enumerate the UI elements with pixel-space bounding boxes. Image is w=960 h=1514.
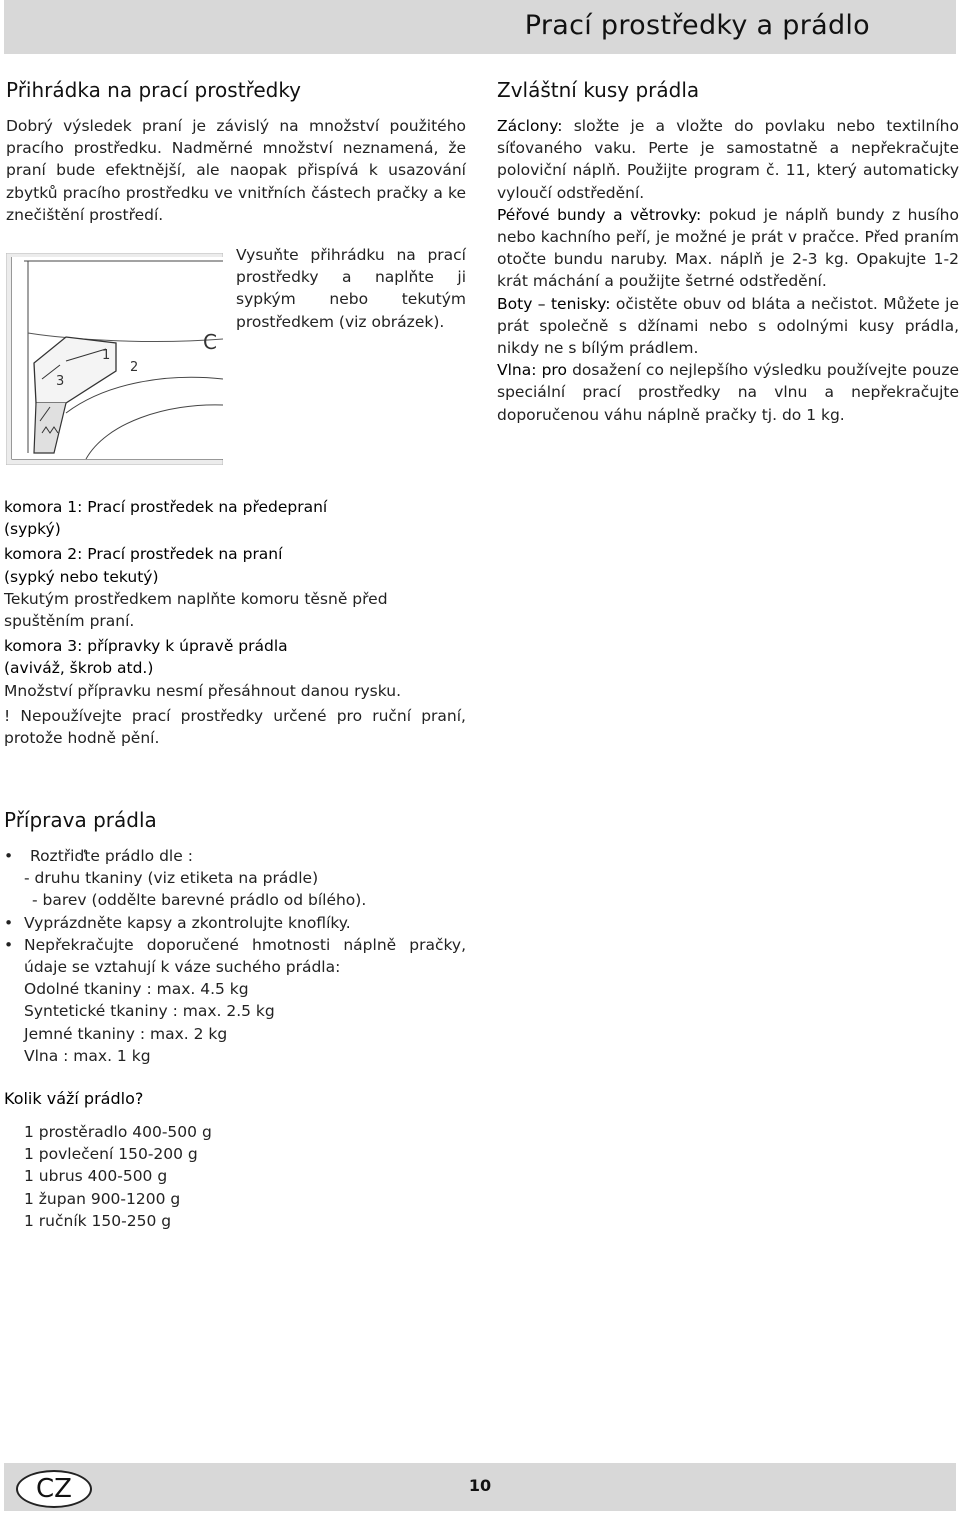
special-item-text: pokud je náplň bundy z husího nebo kachního peří, je možné je prát v pračce. Před praním otočte bundu naruby. Max. náplň je 2-3 kg. Opakujte 1-2 krát máchání a použijte šetrné odstředění. <box>497 205 959 291</box>
list-item <box>4 912 466 934</box>
list-item: 1 ubrus 400-500 g <box>24 1167 168 1186</box>
drawer-handle-icon: C <box>203 330 217 354</box>
special-item-text: složte je a vložte do povlaku nebo textilního síťovaného vaku. Perte je samostatně a nepřekračujte poloviční náplň. Použijte program č. 11, který automaticky vyloučí odstředění. <box>497 117 959 202</box>
special-item <box>497 115 959 204</box>
compartment-2-note: Tekutým prostředkem naplňte komoru těsně před spuštěním praní. <box>4 589 388 631</box>
bullet-text: • Vyprázdněte kapsy a zkontrolujte knoflíky. <box>24 913 351 932</box>
compartment-label-3: 3 <box>56 374 65 389</box>
special-item <box>497 293 959 360</box>
special-item <box>497 359 959 426</box>
warning-icon: ! <box>4 706 11 725</box>
special-item-term: Vlna: pro <box>497 361 567 380</box>
sub-item: Odolné tkaniny : max. 4.5 kg <box>24 980 249 999</box>
page-number: 10 <box>468 1476 492 1495</box>
special-item <box>497 204 959 293</box>
bullet-text: • Nepřekračujte doporučené hmotnosti náplně pračky, údaje se vztahují k váze suchého prádla: <box>24 935 466 977</box>
sub-item: Syntetické tkaniny : max. 2.5 kg <box>24 1002 275 1021</box>
compartment-1-title: komora 1: Prací prostředek na předepraní <box>4 498 328 516</box>
weights-list <box>24 1121 464 1232</box>
compartment-label-2: 2 <box>130 360 139 375</box>
compartment-3-title: komora 3: přípravky k úpravě prádla <box>4 637 288 656</box>
weights-heading: Kolik váží prádlo? <box>4 1089 144 1108</box>
compartment-1-sub: (sypký) <box>4 520 61 539</box>
section-heading-drawer: Přihrádka na prací prostředky <box>6 78 302 102</box>
page-title: Prací prostředky a prádlo <box>524 10 870 41</box>
list-item: 1 župan 900-1200 g <box>24 1189 181 1208</box>
language-badge: CZ <box>16 1470 92 1508</box>
special-item-text: očistěte obuv od bláta a nečistot. Můžete je prát společně s džínami nebo s odolnými kusy prádla, nikdy ne s bílým prádlem. <box>497 294 960 358</box>
special-items-list <box>497 115 959 426</box>
section-heading-preparation: Příprava prádla <box>4 808 157 832</box>
section-heading-special: Zvláštní kusy prádla <box>497 78 700 102</box>
list-item: 1 prostěradlo 400-500 g <box>24 1123 212 1141</box>
sub-item: - druhu tkaniny (viz etiketa na prádle) <box>24 869 319 888</box>
sub-item: Vlna : max. 1 kg <box>24 1046 151 1065</box>
sub-item: - barev (oddělte barevné prádlo od bílého). <box>32 891 367 910</box>
compartment-3-note: Množství přípravku nesmí přesáhnout danou rysku. <box>4 681 401 700</box>
drawer-illustration <box>6 253 223 465</box>
list-item: 1 povlečení 150-200 g <box>24 1145 198 1164</box>
list-item <box>4 934 466 1067</box>
compartment-label-1: 1 <box>102 348 111 363</box>
list-item: 1 ručník 150-250 g <box>24 1211 172 1230</box>
special-item-term: Boty – tenisky: <box>497 294 611 313</box>
drawer-caption: Vysuňte přihrádku na prací prostředky a naplňte ji sypkým nebo tekutým prostředkem (viz obrázek). <box>236 246 466 331</box>
warning-text: Nepoužívejte prací prostředky určené pro ruční praní, protože hodně pění. <box>4 706 466 748</box>
sub-item: Jemné tkaniny : max. 2 kg <box>24 1024 228 1043</box>
preparation-list <box>4 845 466 1067</box>
compartment-3-sub: (aviváž, škrob atd.) <box>4 659 154 678</box>
compartments-section <box>4 496 466 749</box>
drawer-intro: Dobrý výsledek praní je závislý na množství použitého pracího prostředku. Nadměrné množství neznamená, že praní bude efektnější, ale naopak přispívá k usazování zbytků pracího prostředku ve vnitřních částech pračky a ke znečištění prostředí. <box>6 117 466 224</box>
list-item <box>4 845 466 912</box>
special-item-term: Péřové bundy a větrovky: <box>497 205 702 224</box>
special-item-term: Záclony: <box>497 117 563 135</box>
detergent-drawer-figure <box>6 253 223 465</box>
special-item-text: dosažení co nejlepšího výsledku používejte pouze speciální prací prostředky na vlnu a nepřekračujte doporučenou váhu náplně pračky tj. do 1 kg. <box>497 361 959 424</box>
bullet-text: • Roztřiďte prádlo dle : <box>30 847 193 865</box>
compartment-2-sub: (sypký nebo tekutý) <box>4 567 159 586</box>
warning-note <box>4 705 466 749</box>
compartment-2-title: komora 2: Prací prostředek na praní <box>4 545 283 564</box>
